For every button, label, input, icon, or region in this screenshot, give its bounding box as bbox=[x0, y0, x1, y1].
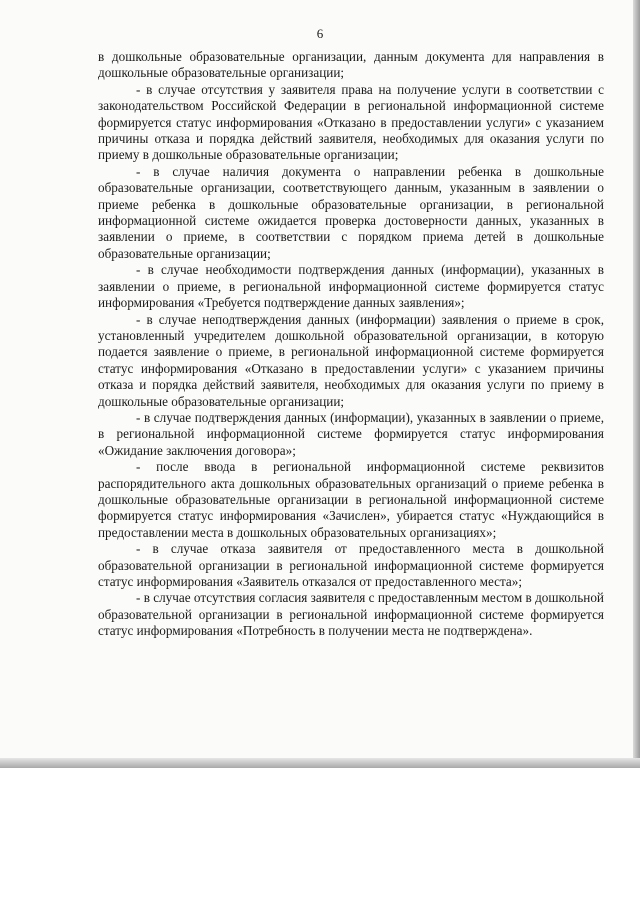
scan-bottom-edge-shadow bbox=[0, 758, 640, 768]
paragraph-confirmed: - в случае подтверждения данных (информации), указанных в заявлении о приеме, в региональной информационной системе формируется статус информирования «Ожидание заключения договора»; bbox=[98, 409, 604, 458]
paragraph-no-right-to-service: - в случае отсутствия у заявителя права на получение услуги в соответствии с законодательством Российской Федерации в региональной информационной системе формируется статус информирования «Отказано в предоставлении услуги» с указанием причины отказа и порядка действий заявителя, необходимых для оказания услуги по приему в дошкольные образовательные организации; bbox=[98, 81, 604, 163]
paragraph-enrolled: - после ввода в региональной информационной системе реквизитов распорядительного акта дошкольных образовательных организаций о приеме ребенка в дошкольные образовательные организации в региональной информационной системе формируется статус информирования «Зачислен», убирается статус «Нуждающийся в предоставлении места в дошкольных образовательных организациях»; bbox=[98, 459, 604, 540]
paragraph-continuation: в дошкольные образовательные организации, данным документа для направления в дошкольные образовательные организации; bbox=[98, 49, 604, 81]
paragraph-not-confirmed: - в случае неподтверждения данных (информации) заявления о приеме в срок, установленный учредителем дошкольной образовательной организации, в которую подается заявление о приеме, в региональной информационной системе формируется статус информирования «Отказано в предоставлении услуги» с указанием причины отказа и порядка действий заявителя, необходимых для оказания услуги по приему в дошкольные образовательные организации; bbox=[98, 311, 604, 409]
paragraph-no-consent: - в случае отсутствия согласия заявителя с предоставленным местом в дошкольной образовательной организации в региональной информационной системе формируется статус информирования «Потребность в получении места не подтверждена». bbox=[98, 590, 604, 639]
paragraph-applicant-refused: - в случае отказа заявителя от предоставленного места в дошкольной образовательной организации в региональной информационной системе формируется статус информирования «Заявитель отказался от предоставленного места»; bbox=[98, 541, 604, 589]
page-number: 6 bbox=[316, 26, 324, 41]
document-body bbox=[98, 49, 604, 640]
paragraph-confirmation-required: - в случае необходимости подтверждения данных (информации), указанных в заявлении о приеме, в региональной информационной системе формируется статус информирования «Требуется подтверждение данных заявления»; bbox=[98, 262, 604, 311]
paragraph-referral-document-present: - в случае наличия документа о направлении ребенка в дошкольные образовательные организации, соответствующего данным, указанным в заявлении о приеме ребенка в дошкольные образовательные организации, в региональной информационной системе ожидается проверка достоверности данных, указанных в заявлении о приеме, в соответствии с порядком приема детей в дошкольные образовательные организации; bbox=[98, 163, 604, 261]
scan-right-edge-shadow bbox=[633, 0, 640, 766]
